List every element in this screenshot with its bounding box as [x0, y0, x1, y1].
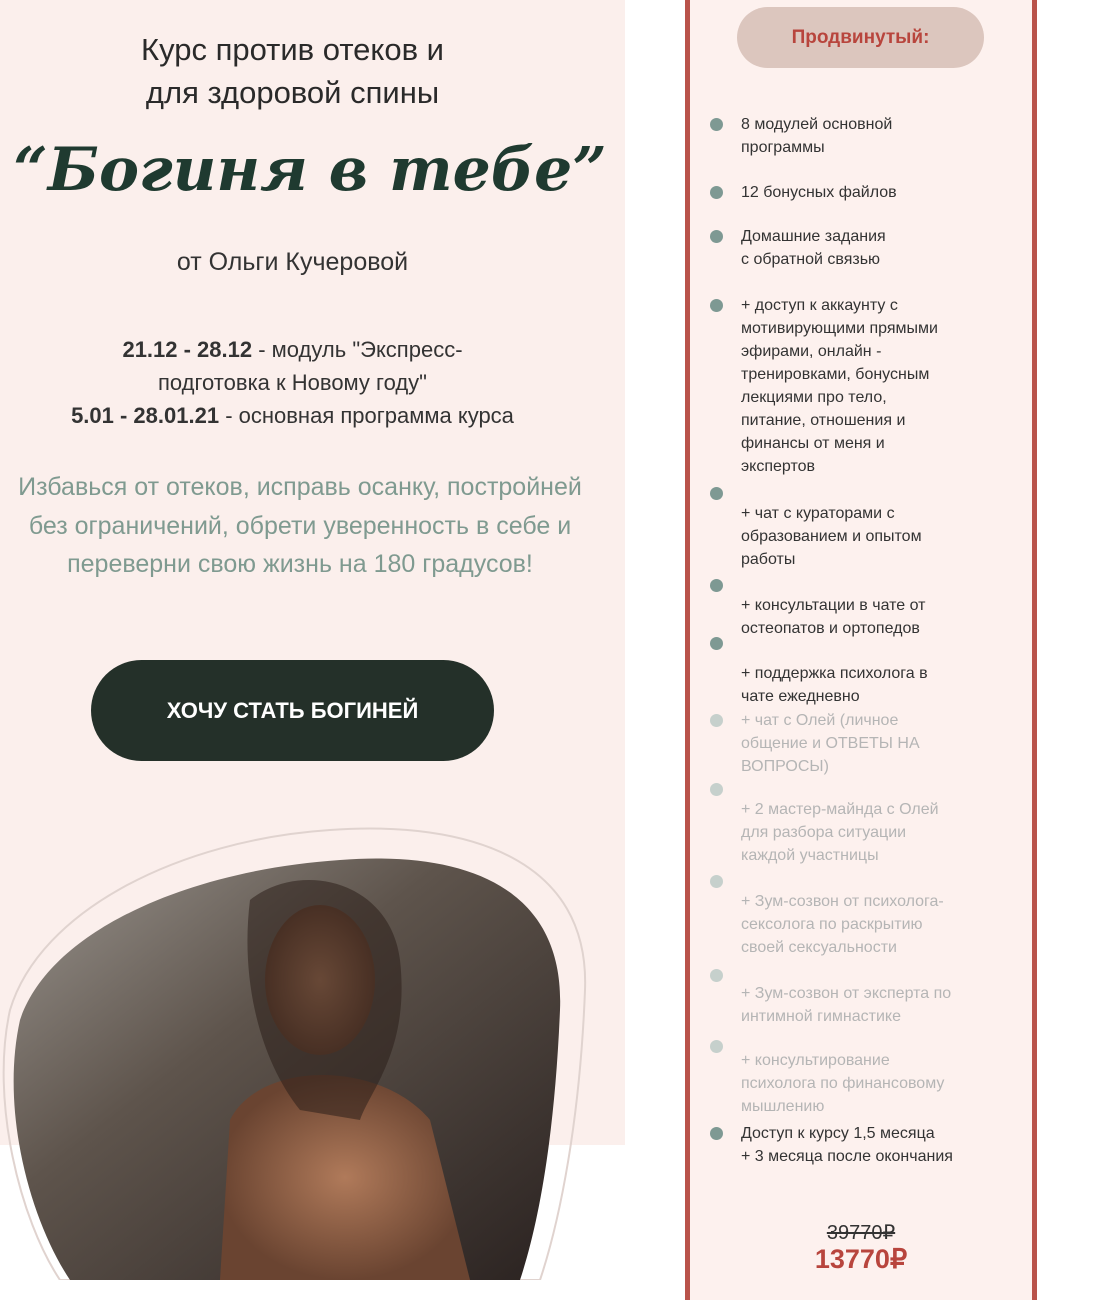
bullet-icon — [710, 783, 723, 796]
bullet-icon — [710, 969, 723, 982]
pricing-card-advanced — [685, 0, 1037, 1300]
date1-text: - модуль "Экспресс- — [252, 337, 463, 362]
feature-text: + консультации в чате от остеопатов и ортопедов — [741, 597, 926, 637]
feature-text: + поддержка психолога в чате ежедневно — [741, 665, 928, 705]
bullet-icon — [710, 875, 723, 888]
course-subtitle-line2: для здоровой спины — [145, 75, 440, 110]
course-author: от Ольги Кучеровой — [176, 248, 409, 276]
bullet-icon — [710, 579, 723, 592]
bullet-icon — [710, 637, 723, 650]
cta-button[interactable]: ХОЧУ СТАТЬ БОГИНЕЙ — [91, 660, 494, 761]
feature-text: + чат с Олей (личное общение и ОТВЕТЫ НА ВОПРОСЫ) — [741, 712, 920, 775]
model-photo — [0, 820, 600, 1280]
feature-text: + 2 мастер-майнда с Олей для разбора ситуации каждой участницы — [741, 801, 939, 864]
bullet-icon — [710, 1127, 723, 1140]
feature-text: Доступ к курсу 1,5 месяца + 3 месяца после окончания — [741, 1125, 953, 1165]
date1-text2: подготовка к Новому году" — [158, 370, 427, 395]
feature-text: + доступ к аккаунту с мотивирующими прямыми эфирами, онлайн - тренировками, бонусным лекциями про тело, питание, отношения и финансы от меня и экспертов — [741, 297, 938, 475]
bullet-icon — [710, 487, 723, 500]
feature-text: + Зум-созвон от психолога- сексолога по раскрытию своей сексуальности — [741, 893, 944, 956]
feature-text: 12 бонусных файлов — [741, 184, 897, 201]
promo-text: Избавься от отеков, исправь осанку, постройней без ограничений, обрети уверенность в себе и переверни свою жизнь на 180 градусов! — [18, 473, 582, 578]
course-dates — [0, 333, 585, 432]
date2-text: - основная программа курса — [219, 403, 514, 428]
bullet-icon — [710, 118, 723, 131]
bullet-icon — [710, 230, 723, 243]
old-price: 39770₽ — [826, 1222, 896, 1244]
course-title: “Богиня в тебе” — [13, 135, 607, 205]
feature-text: + Зум-созвон от эксперта по интимной гимнастике — [741, 985, 952, 1025]
new-price: 13770₽ — [814, 1244, 908, 1274]
feature-text: + консультирование психолога по финансовому мышлению — [741, 1052, 945, 1115]
bullet-icon — [710, 1040, 723, 1053]
feature-text: 8 модулей основной программы — [741, 116, 893, 156]
bullet-icon — [710, 299, 723, 312]
feature-text: Домашние задания с обратной связью — [741, 228, 886, 268]
feature-text: + чат с кураторами с образованием и опытом работы — [741, 505, 922, 568]
date1-range: 21.12 - 28.12 — [122, 337, 253, 362]
bullet-icon — [710, 186, 723, 199]
plan-name-badge: Продвинутый: — [737, 7, 984, 68]
date2-range: 5.01 - 28.01.21 — [71, 403, 220, 428]
bullet-icon — [710, 714, 723, 727]
course-subtitle-line1: Курс против отеков и — [141, 32, 444, 67]
